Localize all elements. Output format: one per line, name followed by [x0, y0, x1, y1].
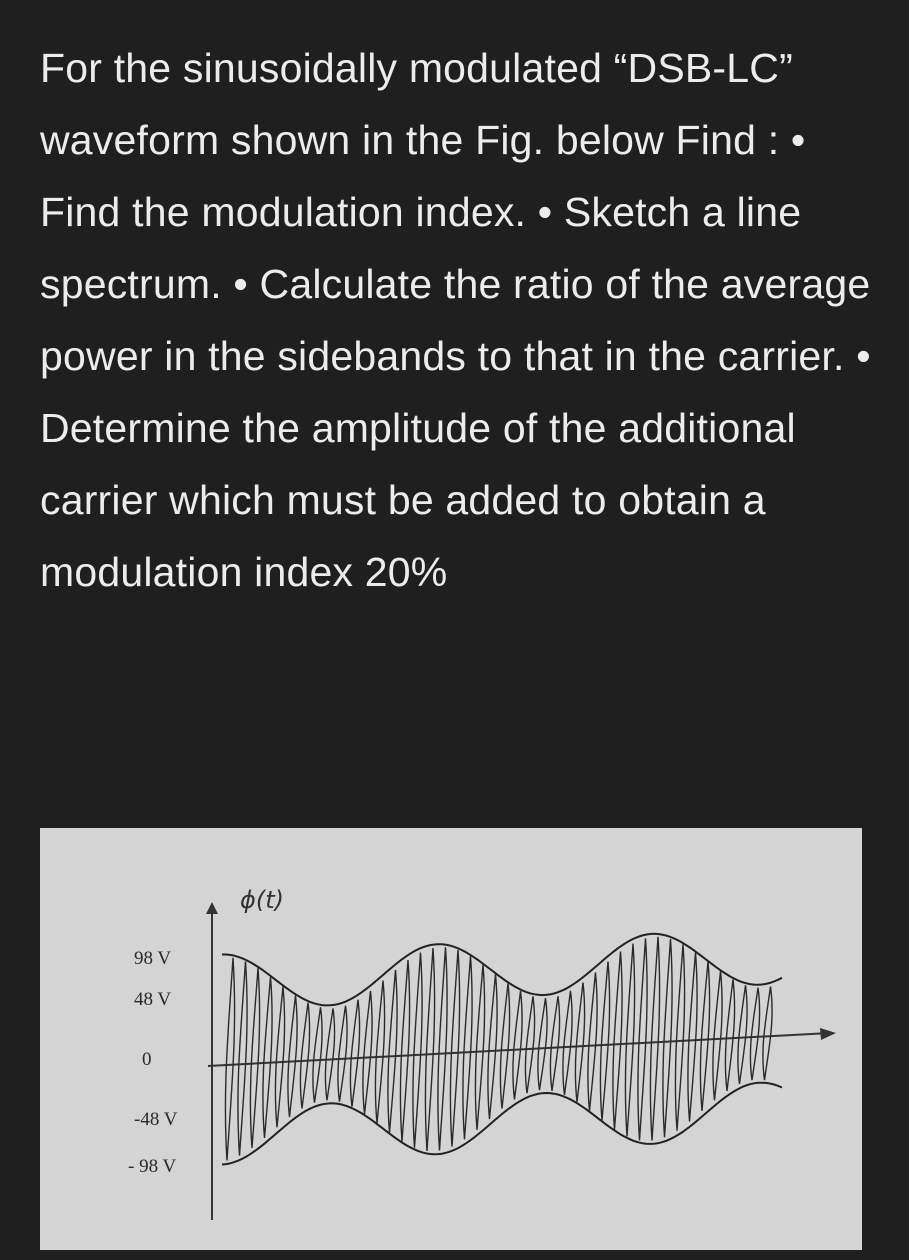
carrier-loop	[525, 996, 534, 1093]
carrier-loop	[238, 961, 247, 1155]
label-98v: 98 V	[134, 948, 172, 969]
carrier-loop	[463, 956, 472, 1139]
carrier-loop	[500, 983, 509, 1108]
carrier-loop	[763, 987, 772, 1081]
carrier-loop	[650, 937, 659, 1141]
carrier-loop	[713, 971, 722, 1100]
carrier-loop	[363, 991, 372, 1114]
x-axis-arrow	[820, 1028, 836, 1040]
carrier-loop	[225, 958, 234, 1161]
carrier-loop	[350, 1000, 359, 1107]
carrier-loop	[538, 998, 547, 1090]
carrier-loop	[300, 1003, 309, 1109]
carrier-loop	[625, 944, 634, 1137]
carrier-loop	[700, 962, 709, 1111]
carrier-loop	[438, 947, 447, 1150]
carrier-loop	[688, 952, 697, 1121]
carrier-loop	[738, 985, 747, 1084]
carrier-loop	[475, 965, 484, 1130]
carrier-loop	[613, 952, 622, 1130]
carrier-loop	[263, 977, 272, 1138]
carrier-loop	[400, 960, 409, 1141]
carrier-loop	[563, 991, 572, 1095]
carrier-loop	[550, 996, 559, 1091]
signal-label: ɸ(t)	[240, 886, 284, 914]
carrier-loop	[638, 938, 647, 1140]
waveform-figure	[40, 828, 862, 1250]
carrier-loop	[375, 981, 384, 1124]
carrier-loop	[725, 979, 734, 1091]
upper-envelope	[222, 934, 782, 1006]
carrier-loop	[588, 972, 597, 1111]
carrier-loop	[250, 968, 259, 1148]
carrier-loop	[288, 995, 297, 1117]
carrier-loop	[488, 974, 497, 1119]
carrier-loop	[413, 953, 422, 1148]
carrier-loop	[425, 948, 434, 1151]
carrier-loop	[313, 1007, 322, 1102]
carrier-loop	[388, 970, 397, 1133]
label-neg-48v: -48 V	[134, 1109, 178, 1130]
carrier-loop	[513, 991, 522, 1100]
y-axis-arrow	[206, 902, 218, 914]
label-neg-98v: - 98 V	[128, 1156, 177, 1177]
carrier-loop	[325, 1008, 334, 1100]
label-zero: 0	[142, 1049, 152, 1070]
waveform-svg	[40, 828, 862, 1250]
label-48v: 48 V	[134, 989, 172, 1010]
carrier-loop	[338, 1006, 347, 1102]
carrier-loop	[600, 962, 609, 1121]
question-text: For the sinusoidally modulated “DSB-LC” waveform shown in the Fig. below Find : • Find the modulation index. • Sketch a line spectrum. • Calculate the ratio of the average power in the sidebands to that in the carrier. • Determine the amplitude of the additional carrier which must be added to obtain a modulation index 20%	[40, 45, 871, 595]
carrier-loop	[675, 944, 684, 1130]
lower-envelope	[222, 1083, 782, 1165]
carrier-loop	[750, 988, 759, 1080]
carrier-loop	[663, 939, 672, 1137]
carrier-loop	[275, 986, 284, 1127]
carrier-loop	[450, 950, 459, 1147]
carrier-loop	[575, 983, 584, 1103]
